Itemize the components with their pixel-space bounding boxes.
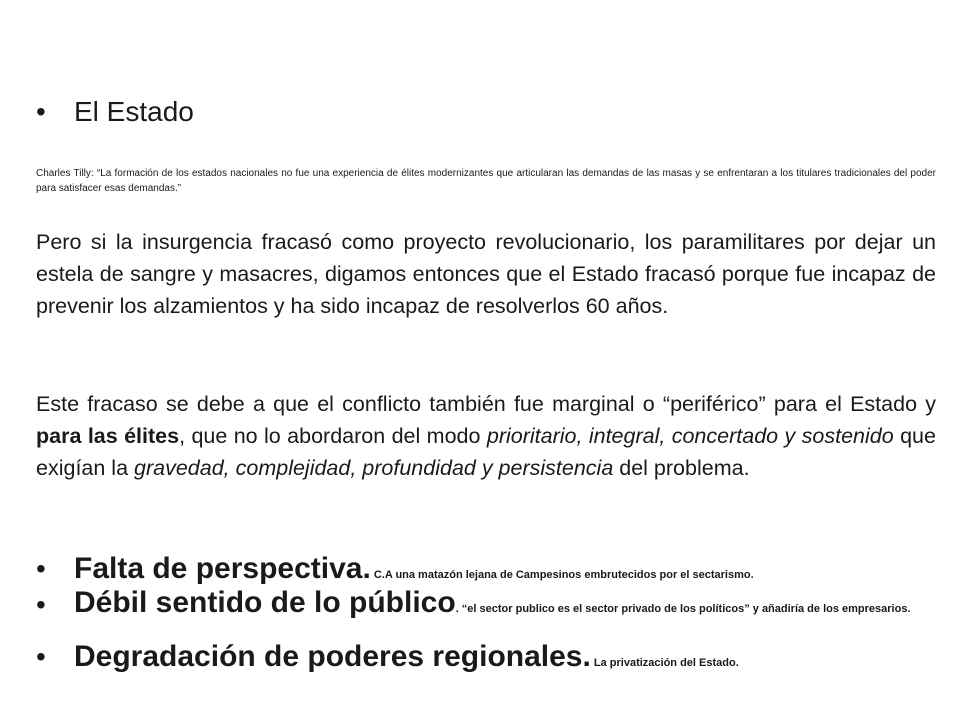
paragraph-1: Pero si la insurgencia fracasó como proyecto revolucionario, los paramilitares por dejar un estela de sangre y masacres, digamos entonces que el Estado fracasó porque fue incapaz de prevenir los alzamientos y ha sido incapaz de resolverlos 60 años. — [36, 230, 936, 318]
paragraph-2-part-5: que exigían la — [36, 424, 936, 480]
heading-title: El Estado — [74, 96, 194, 127]
bullet-dot: • — [36, 553, 46, 584]
bullet-body — [74, 640, 936, 680]
paragraph-2-italic-1: prioritario, integral, concertado y sostenido — [486, 424, 894, 448]
bullet-title: Falta de perspectiva. — [74, 552, 371, 585]
bullet-title: Débil sentido de lo público — [74, 586, 456, 619]
paragraph-2-part-3: , que no lo abordaron del modo — [179, 424, 487, 448]
bullet-title: Degradación de poderes regionales. — [74, 640, 591, 673]
paragraph-2-part-1: Este fracaso se debe a que el conflicto también fue marginal o “periférico” para el Estado y — [36, 392, 936, 416]
paragraph-2-part-7: del problema. — [613, 456, 750, 480]
paragraph-2-bold: para las élites — [36, 424, 180, 448]
bullet-note: C.A una matazón lejana de Campesinos embrutecidos por el sectarismo. — [370, 569, 754, 581]
bullet-body — [74, 588, 936, 618]
bullet-debil-sentido — [36, 588, 936, 618]
bullet-dot: • — [36, 589, 46, 620]
paragraph-2-italic-2: gravedad, complejidad, profundidad y persistencia — [134, 456, 614, 480]
tilly-quote: Charles Tilly: “La formación de los estados nacionales no fue una experiencia de élites modernizantes que articularan las demandas de las masas y se enfrentaran a los titulares tradicionales del poder para satisfacer esas demandas.” — [36, 168, 936, 194]
bullet-note: . “el sector publico es el sector privado de los políticos” y añadiría de los empresarios. — [455, 603, 911, 615]
paragraph-2 — [36, 388, 936, 484]
bullet-degradacion — [36, 640, 936, 680]
bullet-note: La privatización del Estado. — [590, 657, 739, 669]
bullet-dot: • — [36, 96, 46, 127]
bullet-dot: • — [36, 641, 46, 672]
